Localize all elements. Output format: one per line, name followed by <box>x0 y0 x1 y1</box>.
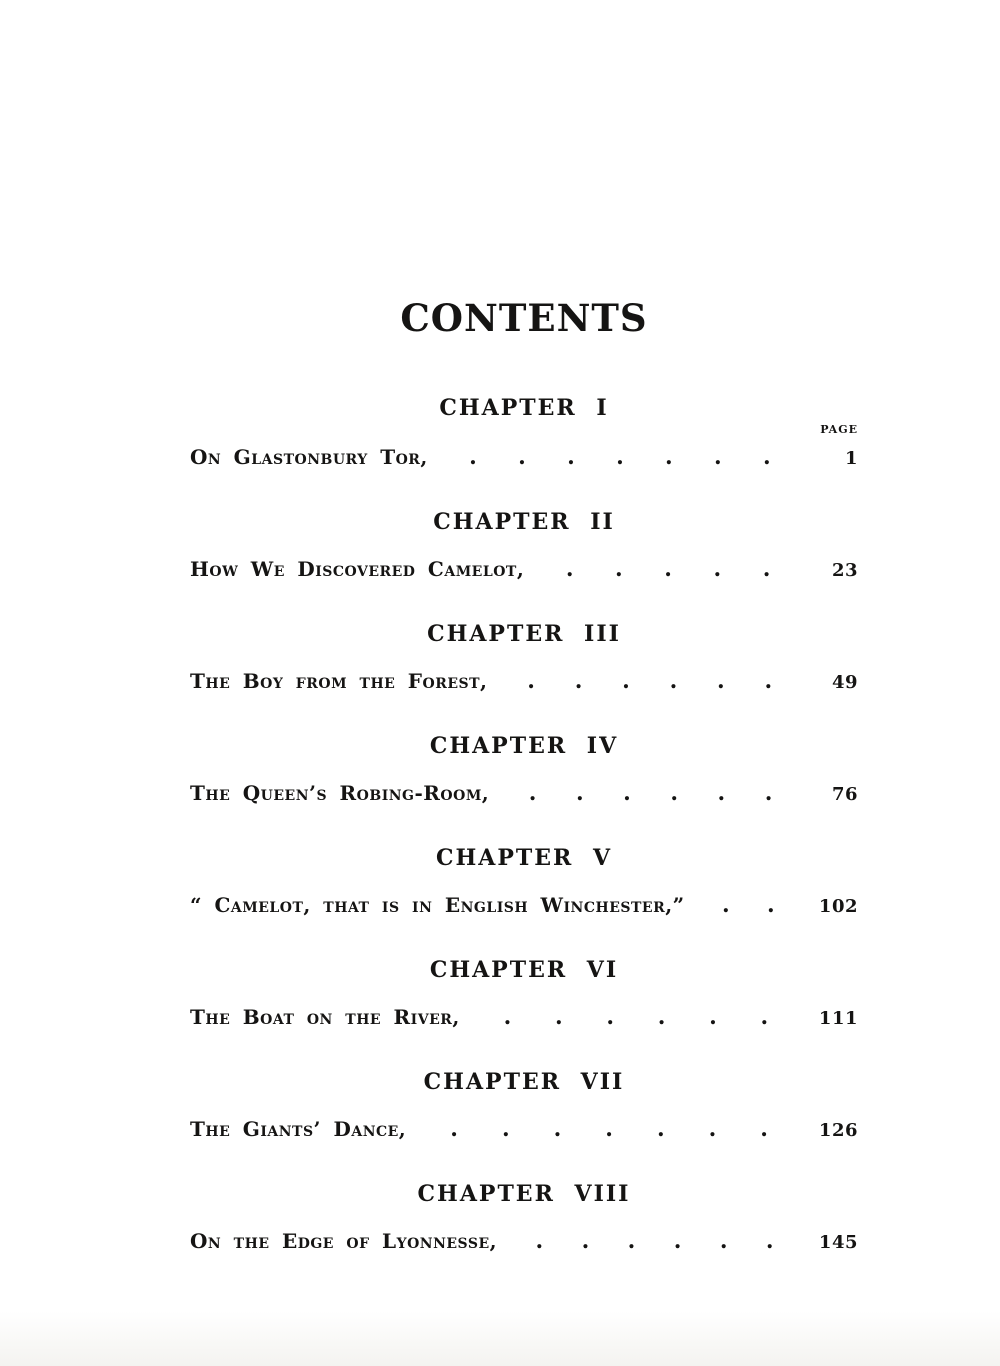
entry-title: How We Discovered Camelot, <box>190 557 525 581</box>
entry-title: The Boat on the River, <box>190 1005 460 1029</box>
chapter-heading: CHAPTER II <box>433 509 615 535</box>
leader-dot: . <box>708 1116 717 1142</box>
entry-title: On Glastonbury Tor, <box>190 445 428 469</box>
leader-dot: . <box>762 556 771 582</box>
leader-dot: . <box>656 1116 665 1142</box>
leader-dot: . <box>669 668 678 694</box>
dot-leader <box>524 556 812 582</box>
chapter-block <box>190 957 858 1032</box>
leader-dot: . <box>622 668 630 694</box>
entry-title: On the Edge of Lyonnesse, <box>190 1229 498 1253</box>
leader-dot: . <box>764 668 773 694</box>
entry-page-number: 1 <box>844 448 858 469</box>
leader-dot: . <box>615 556 623 582</box>
leader-dot: . <box>673 1228 682 1254</box>
leader-dot: . <box>565 556 574 582</box>
leader-dot: . <box>616 444 624 470</box>
chapter-entry <box>190 1116 858 1144</box>
chapter-heading: CHAPTER I <box>439 395 609 421</box>
leader-dot: . <box>501 1116 510 1142</box>
leader-dot: . <box>665 444 673 470</box>
entry-page-number: 111 <box>818 1008 858 1029</box>
chapter-heading: CHAPTER VII <box>423 1069 625 1095</box>
leader-dot: . <box>714 444 722 470</box>
dot-leader <box>428 444 812 470</box>
leader-dot: . <box>627 1228 636 1254</box>
dot-leader <box>460 1004 812 1030</box>
dot-leader <box>685 892 812 918</box>
dot-leader <box>488 668 812 694</box>
leader-dot: . <box>554 1004 563 1030</box>
chapters-list <box>190 395 858 1256</box>
chapter-entry <box>190 1228 858 1256</box>
chapter-block <box>190 621 858 696</box>
chapter-heading: CHAPTER IV <box>429 733 619 759</box>
leader-dot: . <box>450 1116 458 1142</box>
leader-dot: . <box>717 780 726 806</box>
chapter-entry <box>190 892 858 920</box>
leader-dot: . <box>713 556 722 582</box>
chapter-block <box>190 509 858 584</box>
leader-dot: . <box>574 668 583 694</box>
entry-title: The Boy from the Forest, <box>190 669 488 693</box>
leader-dot: . <box>518 444 526 470</box>
chapter-block <box>190 733 858 808</box>
leader-dot: . <box>762 444 771 470</box>
leader-dot: . <box>657 1004 666 1030</box>
leader-dot: . <box>575 780 584 806</box>
leader-dot: . <box>527 668 535 694</box>
leader-dot: . <box>605 1116 613 1142</box>
leader-dot: . <box>469 444 477 470</box>
leader-dot: . <box>760 1116 768 1142</box>
leader-dot: . <box>503 1004 512 1030</box>
leader-dot: . <box>767 892 775 918</box>
page-title: CONTENTS <box>400 296 648 340</box>
dot-leader <box>406 1116 812 1142</box>
entry-title: The Giants’ Dance, <box>190 1117 407 1141</box>
entry-page-number: 102 <box>818 896 858 917</box>
entry-page-number: 126 <box>818 1120 858 1141</box>
leader-dot: . <box>719 1228 728 1254</box>
chapter-heading: CHAPTER V <box>435 845 613 871</box>
leader-dot: . <box>664 556 672 582</box>
entry-page-number: 49 <box>831 672 858 693</box>
chapter-entry <box>190 1004 858 1032</box>
page-column-label: PAGE <box>820 423 858 436</box>
leader-dot: . <box>535 1228 544 1254</box>
leader-dot: . <box>709 1004 717 1030</box>
leader-dot: . <box>581 1228 590 1254</box>
chapter-block <box>190 395 858 472</box>
entry-page-number: 145 <box>818 1232 858 1253</box>
chapter-heading: CHAPTER VI <box>429 957 619 983</box>
chapter-entry <box>190 668 858 696</box>
leader-dot: . <box>717 668 725 694</box>
chapter-block <box>190 1069 858 1144</box>
dot-leader <box>489 780 812 806</box>
entry-title: “ Camelot, that is in English Winchester,” <box>190 893 685 917</box>
leader-dot: . <box>553 1116 562 1142</box>
leader-dot: . <box>606 1004 615 1030</box>
chapter-block <box>190 1181 858 1256</box>
entry-page-number: 23 <box>831 560 858 581</box>
leader-dot: . <box>764 780 773 806</box>
leader-dot: . <box>528 780 537 806</box>
leader-dot: . <box>567 444 575 470</box>
entry-page-number: 76 <box>831 784 858 805</box>
chapter-heading: CHAPTER VIII <box>417 1181 631 1207</box>
contents-column <box>190 296 858 1256</box>
chapter-block <box>190 845 858 920</box>
leader-dot: . <box>765 1228 774 1254</box>
leader-dot: . <box>623 780 631 806</box>
leader-dot: . <box>670 780 679 806</box>
dot-leader <box>497 1228 812 1254</box>
leader-dot: . <box>722 892 730 918</box>
chapter-entry <box>190 444 858 472</box>
chapter-heading: CHAPTER III <box>427 621 621 647</box>
entry-title: The Queen’s Robing-Room, <box>190 781 490 805</box>
leader-dot: . <box>760 1004 769 1030</box>
chapter-entry <box>190 780 858 808</box>
chapter-entry <box>190 556 858 584</box>
